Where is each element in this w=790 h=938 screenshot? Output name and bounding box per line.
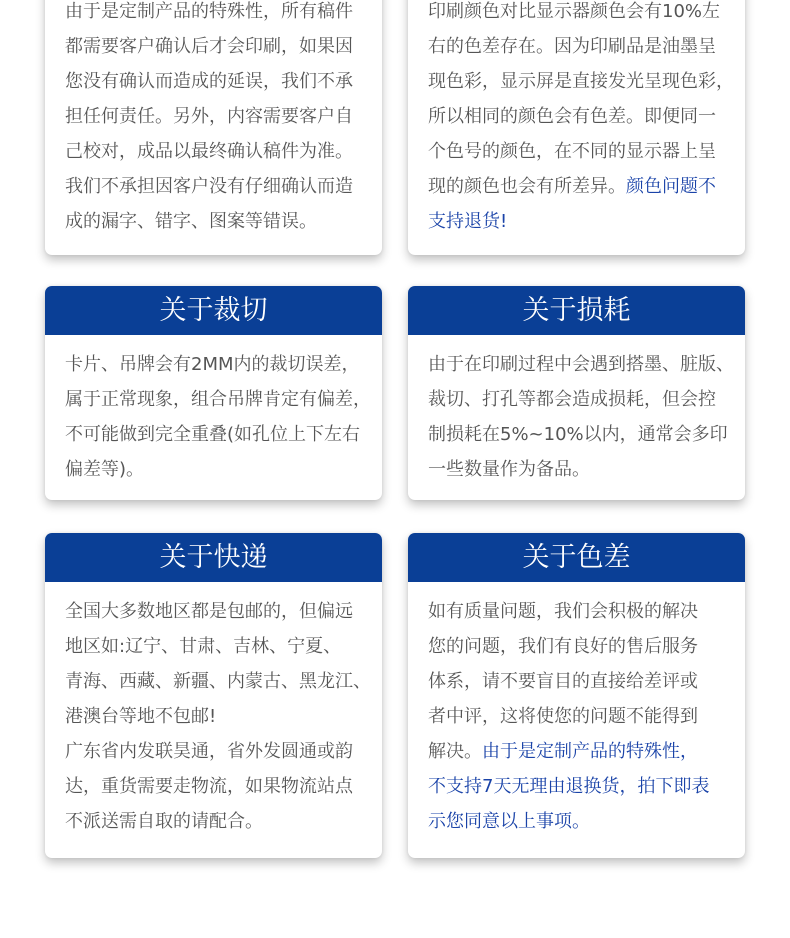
text-line: 您的问题，我们有良好的售后服务 xyxy=(428,636,698,657)
card-body xyxy=(45,335,371,487)
card-title: 关于裁切 xyxy=(45,286,382,335)
text-highlight: 颜色问题不 xyxy=(626,176,716,197)
text-line: 由于是定制产品的特殊性，所有稿件 xyxy=(65,1,353,22)
text-line: 全国大多数地区都是包邮的，但偏远 xyxy=(65,601,353,622)
text-highlight-line: 支持退货! xyxy=(428,211,508,232)
text-line: 一些数量作为备品。 xyxy=(428,459,590,480)
text-line: 广东省内发联昊通，省外发圆通或韵 xyxy=(65,741,353,762)
card-title: 关于损耗 xyxy=(408,286,745,335)
text-line xyxy=(428,169,728,204)
text-line: 达，重货需要走物流，如果物流站点 xyxy=(65,776,353,797)
text-line: 右的色差存在。因为印刷品是油墨呈 xyxy=(428,36,716,57)
text-line: 裁切、打孔等都会造成损耗，但会控 xyxy=(428,389,716,410)
text-line: 我们不承担因客户没有仔细确认而造 xyxy=(65,176,353,197)
text-line: 担任何责任。另外，内容需要客户自 xyxy=(65,106,353,127)
text-line: 者中评，这将使您的问题不能得到 xyxy=(428,706,698,727)
text-line xyxy=(428,734,728,769)
text-line: 成的漏字、错字、图案等错误。 xyxy=(65,211,317,232)
text-line: 现色彩，显示屏是直接发光呈现色彩， xyxy=(428,71,734,92)
text-line: 地区如:辽宁、甘肃、吉林、宁夏、 xyxy=(65,636,342,657)
card-shipping xyxy=(45,533,382,858)
card-body xyxy=(408,335,734,487)
text-normal: 解决。 xyxy=(428,741,482,762)
text-line: 印刷颜色对比显示器颜色会有10%左 xyxy=(428,1,721,22)
card-cutting xyxy=(45,286,382,500)
text-line: 港澳台等地不包邮! xyxy=(65,706,217,727)
card-body xyxy=(408,582,728,839)
card-color-difference-notice xyxy=(408,0,745,255)
card-body xyxy=(45,0,365,239)
text-line: 不可能做到完全重叠(如孔位上下左右 xyxy=(65,424,361,445)
text-highlight: 由于是定制产品的特殊性， xyxy=(482,741,698,762)
text-line: 您没有确认而造成的延误，我们不承 xyxy=(65,71,353,92)
text-line: 卡片、吊牌会有2MM内的裁切误差， xyxy=(65,354,360,375)
text-line: 青海、西藏、新疆、内蒙古、黑龙江、 xyxy=(65,671,371,692)
text-line: 如有质量问题，我们会积极的解决 xyxy=(428,601,698,622)
card-proof-notice xyxy=(45,0,382,255)
text-line: 体系，请不要盲目的直接给差评或 xyxy=(428,671,698,692)
card-title: 关于快递 xyxy=(45,533,382,582)
card-body xyxy=(45,582,371,839)
text-line: 制损耗在5%~10%以内，通常会多印 xyxy=(428,424,728,445)
card-color xyxy=(408,533,745,858)
text-line: 都需要客户确认后才会印刷，如果因 xyxy=(65,36,353,57)
text-highlight-line: 示您同意以上事项。 xyxy=(428,811,590,832)
text-line: 属于正常现象，组合吊牌肯定有偏差， xyxy=(65,389,371,410)
text-line: 不派送需自取的请配合。 xyxy=(65,811,263,832)
text-normal: 现的颜色也会有所差异。 xyxy=(428,176,626,197)
card-title: 关于色差 xyxy=(408,533,745,582)
text-line: 由于在印刷过程中会遇到搭墨、脏版、 xyxy=(428,354,734,375)
text-line: 个色号的颜色，在不同的显示器上呈 xyxy=(428,141,716,162)
card-loss xyxy=(408,286,745,500)
text-line: 己校对，成品以最终确认稿件为准。 xyxy=(65,141,353,162)
card-body xyxy=(408,0,734,239)
text-highlight-line: 不支持7天无理由退换货，拍下即表 xyxy=(428,776,710,797)
text-line: 偏差等)。 xyxy=(65,459,145,480)
text-line: 所以相同的颜色会有色差。即便同一 xyxy=(428,106,716,127)
